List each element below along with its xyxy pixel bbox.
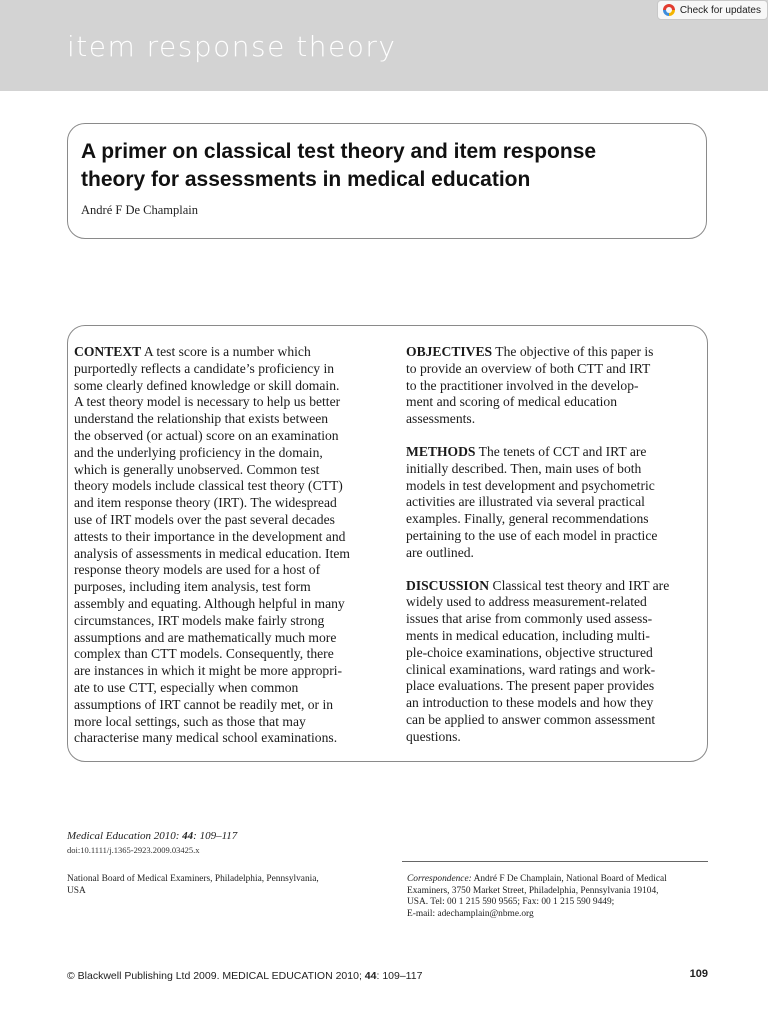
correspondence-line: Examiners, 3750 Market Street, Philadelphia, Pennsylvania 19104,	[407, 885, 659, 896]
abstract-line: assembly and equating. Although helpful in many	[74, 595, 345, 611]
abstract-line: some clearly defined knowledge or skill domain.	[74, 377, 340, 393]
abstract-line: circumstances, IRT models make fairly strong	[74, 612, 325, 628]
footer-copyright	[67, 970, 422, 982]
abstract-line: analysis of assessments in medical education. Item	[74, 545, 350, 561]
correspondence-line: USA. Tel: 00 1 215 590 9565; Fax: 00 1 215 590 9449;	[407, 897, 615, 907]
correspondence-line: André F De Champlain, National Board of Medical	[473, 874, 667, 884]
discussion-label: DISCUSSION	[406, 577, 490, 593]
paper-title	[81, 138, 692, 194]
abstract-line: clinical examinations, ward ratings and work-	[406, 661, 656, 677]
paper-title-line: theory for assessments in medical education	[81, 168, 531, 191]
abstract-line: which is generally unobserved. Common test	[74, 461, 320, 477]
citation-doi: doi:10.1111/j.1365-2923.2009.03425.x	[67, 845, 200, 855]
abstract-line: A test score is a number which	[143, 344, 311, 359]
author-name: André F De Champlain	[81, 203, 198, 217]
abstract-line: use of IRT models over the past several decades	[74, 511, 335, 527]
abstract-line: understand the relationship that exists between	[74, 411, 329, 427]
methods-label: METHODS	[406, 443, 476, 459]
abstract-line: place evaluations. The present paper provides	[406, 678, 655, 694]
abstract-line: A test theory model is necessary to help us better	[74, 394, 341, 410]
footer-volume: 44	[364, 970, 377, 982]
check-for-updates-label: Check for updates	[679, 4, 761, 16]
abstract-box	[67, 325, 708, 762]
abstract-line: attests to their importance in the development and	[74, 528, 346, 544]
abstract-line: complex than CTT models. Consequently, there	[74, 646, 334, 662]
abstract-line: assumptions of IRT cannot be readily met, or in	[74, 696, 334, 712]
author-affiliation	[67, 874, 377, 897]
abstract-line: ments in medical education, including multi-	[406, 627, 650, 643]
crossmark-icon	[663, 4, 675, 16]
abstract-right-column	[406, 344, 702, 762]
methods-paragraph	[406, 444, 702, 562]
abstract-line: Classical test theory and IRT are	[492, 577, 670, 593]
abstract-line: to provide an overview of both CTT and IRT	[406, 360, 651, 376]
objectives-label: OBJECTIVES	[406, 344, 493, 359]
context-label: CONTEXT	[74, 344, 142, 359]
discussion-paragraph	[406, 578, 702, 746]
abstract-line: widely used to address measurement-related	[406, 594, 647, 610]
footer-pages: : 109–117	[376, 970, 423, 982]
page-number: 109	[689, 968, 708, 980]
abstract-line: and the underlying proficiency in the domain,	[74, 444, 323, 460]
abstract-line: The objective of this paper is	[495, 344, 654, 359]
title-box	[67, 123, 707, 239]
abstract-line: pertaining to the use of each model in practice	[406, 527, 658, 543]
check-for-updates-button[interactable]	[657, 0, 768, 20]
correspondence-label: Correspondence:	[407, 874, 472, 884]
citation-pages: : 109–117	[193, 830, 238, 842]
citation-volume: 44	[182, 830, 194, 842]
abstract-line: ate to use CTT, especially when common	[74, 679, 299, 695]
abstract-line: more local settings, such as those that may	[74, 713, 306, 729]
citation-journal: Medical Education 2010:	[67, 830, 180, 842]
abstract-line: issues that arise from commonly used assess-	[406, 611, 653, 627]
abstract-line: models in test development and psychometric	[406, 477, 655, 493]
correspondence-divider	[402, 861, 708, 862]
correspondence-email: E-mail: adechamplain@nbme.org	[407, 908, 534, 919]
abstract-line: purportedly reflects a candidate’s proficiency in	[74, 360, 335, 376]
abstract-line: examples. Finally, general recommendations	[406, 511, 649, 527]
abstract-line: theory models include classical test theory (CTT)	[74, 478, 343, 494]
journal-section-title: item response theory	[67, 30, 397, 63]
abstract-line: The tenets of CCT and IRT are	[478, 443, 647, 459]
abstract-line: purposes, including item analysis, test form	[74, 579, 311, 595]
journal-citation	[67, 829, 237, 857]
abstract-line: are instances in which it might be more appropri-	[74, 663, 343, 679]
abstract-line: characterise many medical school examinations.	[74, 730, 338, 746]
abstract-line: can be applied to answer common assessment	[406, 711, 656, 727]
copyright-text: © Blackwell Publishing Ltd 2009. MEDICAL EDUCATION 2010;	[67, 970, 362, 982]
abstract-line: are outlined.	[406, 544, 474, 560]
affiliation-line: National Board of Medical Examiners, Philadelphia, Pennsylvania,	[67, 874, 319, 884]
abstract-line: an introduction to these models and how they	[406, 695, 654, 711]
abstract-line: ment and scoring of medical education	[406, 394, 618, 410]
abstract-line: activities are illustrated via several practical	[406, 494, 645, 510]
abstract-left-column	[74, 344, 369, 763]
paper-title-line: A primer on classical test theory and item response	[81, 140, 597, 163]
objectives-paragraph	[406, 344, 702, 428]
correspondence-block	[407, 874, 712, 920]
abstract-line: assessments.	[406, 411, 476, 427]
affiliation-line: USA	[67, 885, 86, 896]
abstract-line: to the practitioner involved in the develop-	[406, 377, 639, 393]
abstract-line: ple-choice examinations, objective structured	[406, 644, 653, 660]
abstract-line: questions.	[406, 728, 461, 744]
abstract-line: assumptions and are mathematically much more	[74, 629, 337, 645]
abstract-line: response theory models are used for a host of	[74, 562, 321, 578]
header-band	[0, 0, 768, 91]
context-paragraph	[74, 344, 369, 747]
abstract-line: initially described. Then, main uses of both	[406, 460, 642, 476]
abstract-line: and item response theory (IRT). The widespread	[74, 495, 337, 511]
abstract-line: the observed (or actual) score on an examination	[74, 427, 339, 443]
